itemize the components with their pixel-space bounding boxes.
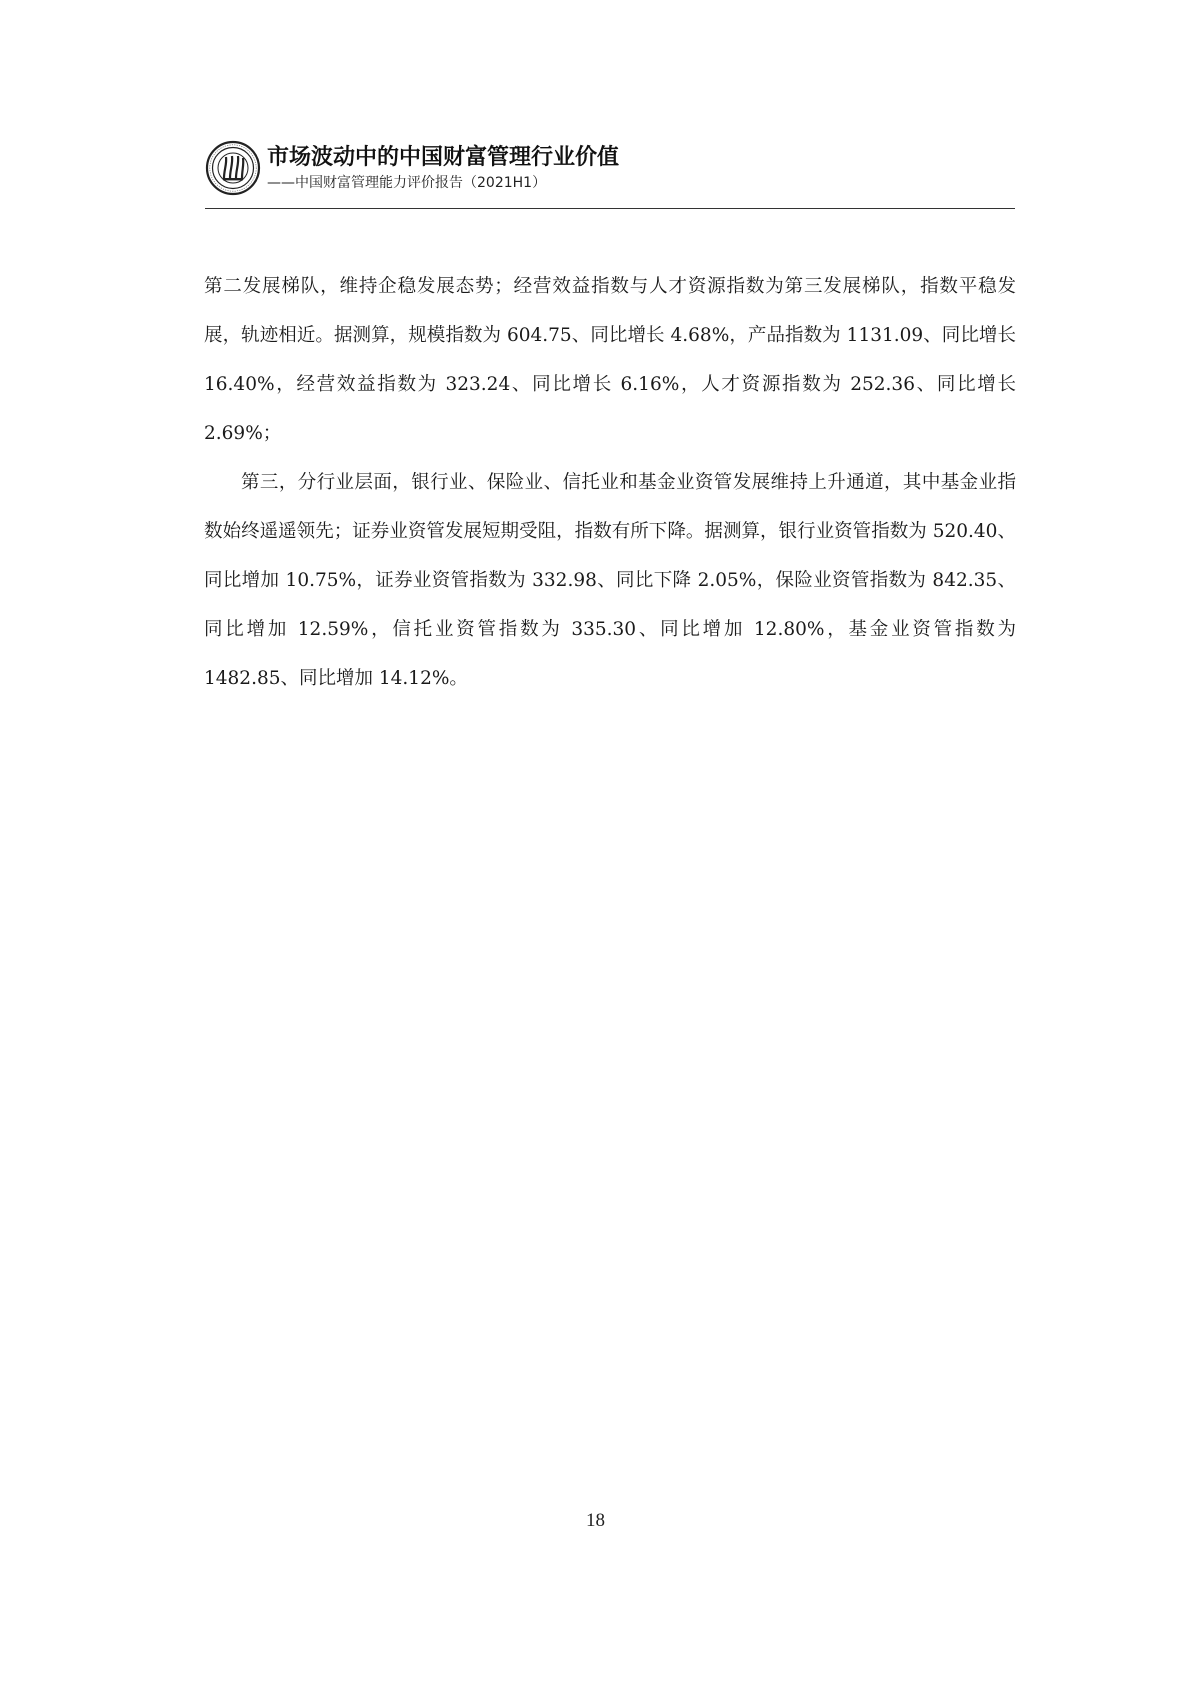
page-header — [205, 140, 1015, 206]
header-title: 市场波动中的中国财富管理行业价值 — [267, 144, 620, 170]
paragraph-1: 第二发展梯队，维持企稳发展态势；经营效益指数与人才资源指数为第三发展梯队，指数平稳发展，轨迹相近。据测算，规模指数为 604.75、同比增长 4.68%，产品指数为 1131.09、同比增长 16.40%，经营效益指数为 323.24、同比增长 6.16%，人才资源指数为 252.36、同比增长 2.69%； — [204, 276, 1016, 444]
header-subtitle: ——中国财富管理能力评价报告（2021H1） — [267, 175, 547, 191]
page-number: 18 — [586, 1510, 605, 1531]
university-seal-icon — [205, 140, 261, 196]
header-divider — [205, 208, 1015, 209]
body-text — [204, 262, 1016, 703]
paragraph-2: 第三，分行业层面，银行业、保险业、信托业和基金业资管发展维持上升通道，其中基金业指数始终遥遥领先；证券业资管发展短期受阻，指数有所下降。据测算，银行业资管指数为 520.40、同比增加 10.75%，证券业资管指数为 332.98、同比下降 2.05%，保险业资管指数为 842.35、同比增加 12.59%，信托业资管指数为 335.30、同比增加 12.80%，基金业资管指数为 1482.85、同比增加 14.12%。 — [204, 472, 1016, 689]
